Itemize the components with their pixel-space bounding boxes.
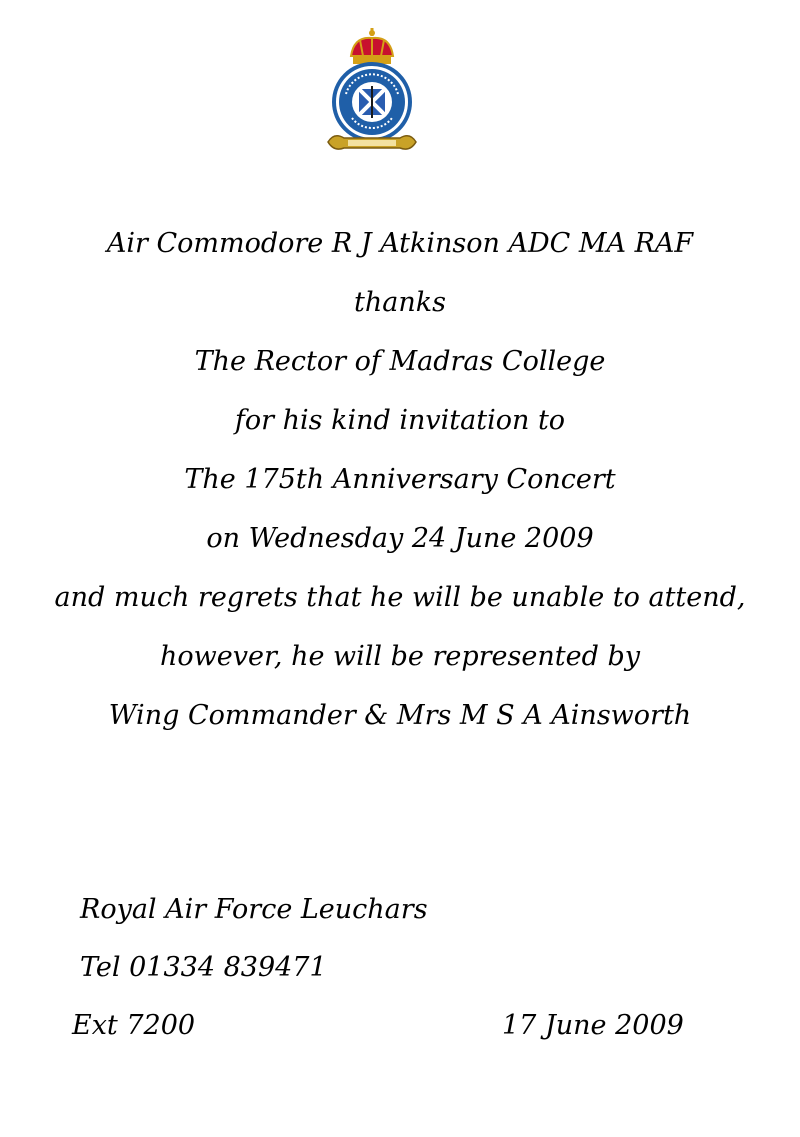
letter-line-recipient: The Rector of Madras College [194,346,606,377]
letter-line-sender: Air Commodore R J Atkinson ADC MA RAF [106,228,694,259]
letter-line-event-date: on Wednesday 24 June 2009 [206,523,594,554]
letter-line-thanks: thanks [354,287,446,318]
letter-line-invitation: for his kind invitation to [234,405,566,436]
letter-line-event: The 175th Anniversary Concert [184,464,616,495]
letter-body [0,214,800,745]
letter-line-representative: Wing Commander & Mrs M S A Ainsworth [108,700,692,731]
motto-scroll [328,136,416,149]
footer-address: Royal Air Force Leuchars [80,894,428,925]
footer-telephone: Tel 01334 839471 [80,952,327,983]
footer-extension: Ext 7200 [72,1010,196,1041]
crown-icon [351,28,393,64]
letter-line-regrets: and much regrets that he will be unable to attend, [54,582,746,613]
raf-leuchars-crest [320,26,424,166]
footer-date: 17 June 2009 [502,1010,684,1041]
letter-line-represented: however, he will be represented by [160,641,640,672]
saltire-icon [359,86,385,118]
